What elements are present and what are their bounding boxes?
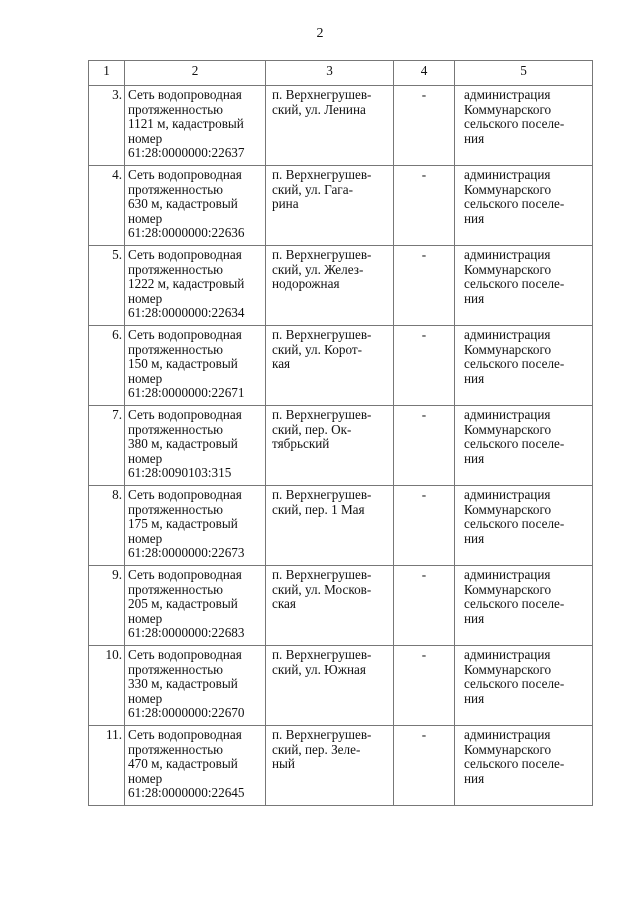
owner-name: администрация Коммунарского сельского поселе- ния — [455, 646, 593, 726]
table-row — [89, 486, 593, 566]
object-address: п. Верхнегрушев- ский, пер. Ок- тябрьский — [266, 406, 394, 486]
col4-value: - — [394, 646, 455, 726]
row-number: 6. — [89, 326, 125, 406]
row-number: 5. — [89, 246, 125, 326]
table-row — [89, 566, 593, 646]
table-row — [89, 246, 593, 326]
page-number: 2 — [316, 26, 324, 41]
header-col-5: 5 — [455, 61, 593, 86]
object-address: п. Верхнегрушев- ский, ул. Гага- рина — [266, 166, 394, 246]
owner-name: администрация Коммунарского сельского поселе- ния — [455, 726, 593, 806]
owner-name: администрация Коммунарского сельского поселе- ния — [455, 406, 593, 486]
object-address: п. Верхнегрушев- ский, ул. Москов- ская — [266, 566, 394, 646]
header-col-4: 4 — [394, 61, 455, 86]
col4-value: - — [394, 166, 455, 246]
col4-value: - — [394, 86, 455, 166]
object-description: Сеть водопроводная протяженностью 1121 м, кадастровый номер 61:28:0000000:22637 — [125, 86, 266, 166]
owner-name: администрация Коммунарского сельского поселе- ния — [455, 486, 593, 566]
table-row — [89, 406, 593, 486]
table-row — [89, 166, 593, 246]
header-col-3: 3 — [266, 61, 394, 86]
col4-value: - — [394, 486, 455, 566]
object-description: Сеть водопроводная протяженностью 470 м, кадастровый номер 61:28:0000000:22645 — [125, 726, 266, 806]
header-col-2: 2 — [125, 61, 266, 86]
object-address: п. Верхнегрушев- ский, пер. 1 Мая — [266, 486, 394, 566]
owner-name: администрация Коммунарского сельского поселе- ния — [455, 326, 593, 406]
col4-value: - — [394, 326, 455, 406]
owner-name: администрация Коммунарского сельского поселе- ния — [455, 246, 593, 326]
object-description: Сеть водопроводная протяженностью 330 м, кадастровый номер 61:28:0000000:22670 — [125, 646, 266, 726]
object-description: Сеть водопроводная протяженностью 380 м, кадастровый номер 61:28:0090103:315 — [125, 406, 266, 486]
col4-value: - — [394, 406, 455, 486]
owner-name: администрация Коммунарского сельского поселе- ния — [455, 166, 593, 246]
table-row — [89, 726, 593, 806]
object-description: Сеть водопроводная протяженностью 175 м, кадастровый номер 61:28:0000000:22673 — [125, 486, 266, 566]
row-number: 7. — [89, 406, 125, 486]
object-address: п. Верхнегрушев- ский, ул. Южная — [266, 646, 394, 726]
row-number: 8. — [89, 486, 125, 566]
object-description: Сеть водопроводная протяженностью 150 м, кадастровый номер 61:28:0000000:22671 — [125, 326, 266, 406]
object-address: п. Верхнегрушев- ский, пер. Зеле- ный — [266, 726, 394, 806]
table-row — [89, 326, 593, 406]
row-number: 4. — [89, 166, 125, 246]
owner-name: администрация Коммунарского сельского поселе- ния — [455, 86, 593, 166]
object-description: Сеть водопроводная протяженностью 205 м, кадастровый номер 61:28:0000000:22683 — [125, 566, 266, 646]
owner-name: администрация Коммунарского сельского поселе- ния — [455, 566, 593, 646]
object-address: п. Верхнегрушев- ский, ул. Желез- нодорожная — [266, 246, 394, 326]
table-row — [89, 86, 593, 166]
col4-value: - — [394, 246, 455, 326]
table-header-row — [89, 61, 593, 86]
object-description: Сеть водопроводная протяженностью 1222 м, кадастровый номер 61:28:0000000:22634 — [125, 246, 266, 326]
col4-value: - — [394, 726, 455, 806]
table-row — [89, 646, 593, 726]
object-address: п. Верхнегрушев- ский, ул. Ленина — [266, 86, 394, 166]
property-table — [88, 60, 593, 806]
row-number: 10. — [89, 646, 125, 726]
row-number: 11. — [89, 726, 125, 806]
object-description: Сеть водопроводная протяженностью 630 м, кадастровый номер 61:28:0000000:22636 — [125, 166, 266, 246]
row-number: 9. — [89, 566, 125, 646]
header-col-1: 1 — [89, 61, 125, 86]
col4-value: - — [394, 566, 455, 646]
row-number: 3. — [89, 86, 125, 166]
object-address: п. Верхнегрушев- ский, ул. Корот- кая — [266, 326, 394, 406]
